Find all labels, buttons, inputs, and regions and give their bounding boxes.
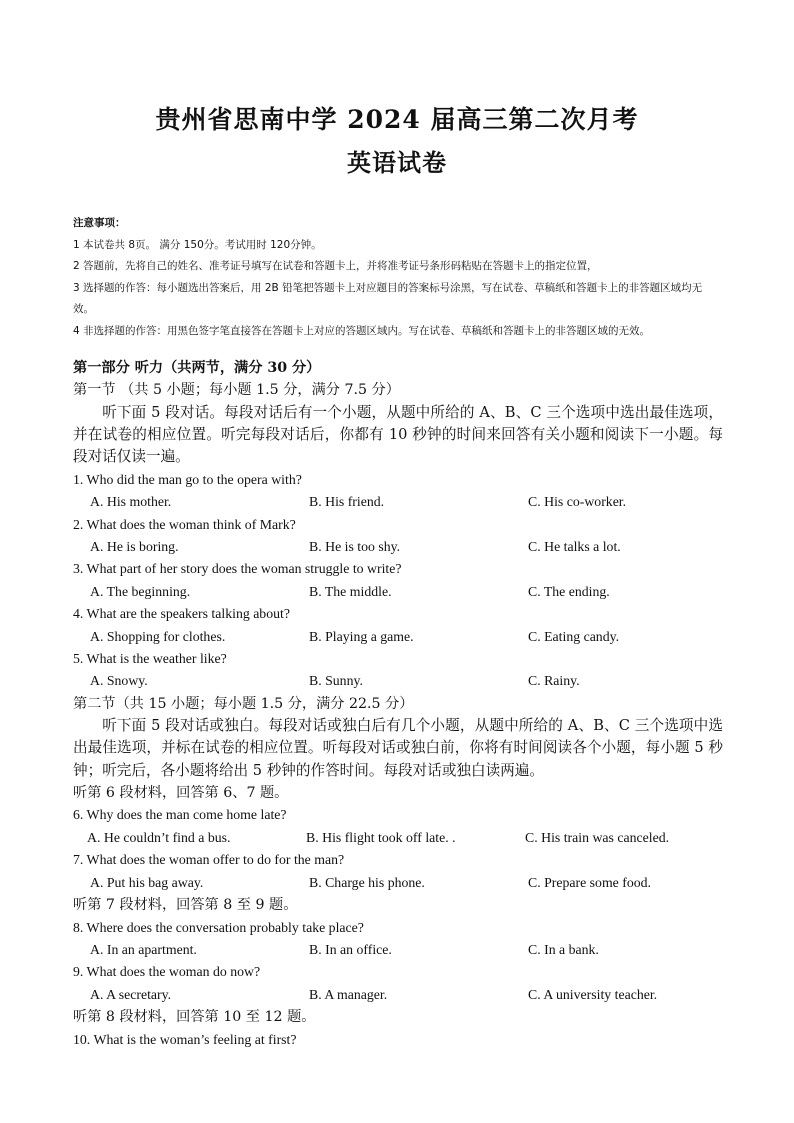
option-b: B. He is too shy. (309, 538, 401, 554)
section1-instruction: 听下面 5 段对话。每段对话后有一个小题，从题中所给的 A、B、C 三个选项中选出最佳选项，并在试卷的相应位置。听完每段对话后，你都有 10 秒钟的时间来回答有关小题和阅读下一小题。每段对话仅读一遍。 (73, 403, 723, 466)
options-1 (73, 491, 723, 513)
section1-heading: 第一节 （共 5 小题；每小题 1.5 分，满分 7.5 分） (73, 382, 400, 399)
question-9: 9. What does the woman do now? (73, 964, 261, 980)
option-a: A. He is boring. (90, 538, 179, 554)
notes-block (73, 213, 723, 342)
option-b: B. In an office. (309, 941, 392, 957)
option-c: C. Rainy. (528, 673, 580, 689)
note-item: 3 选择题的作答：每小题选出答案后，用 2B 铅笔把答题卡上对应题目的答案标号涂黑，写在试卷、草稿纸和答题卡上的非答题区域均无效。 (73, 281, 703, 315)
question-1: 1. Who did the man go to the opera with? (73, 471, 302, 487)
note-item: 1 本试卷共 8页。 满分 150分。考试用时 120分钟。 (73, 238, 322, 251)
section2-heading: 第二节（共 15 小题；每小题 1.5 分，满分 22.5 分） (73, 695, 414, 712)
part1-heading: 第一部分 听力（共两节，满分 30 分） (73, 360, 321, 376)
option-c: C. In a bank. (528, 941, 599, 957)
question-3: 3. What part of her story does the woman struggle to write? (73, 561, 402, 577)
option-a: A. In an apartment. (90, 941, 197, 957)
option-b: B. A manager. (309, 986, 388, 1002)
question-10: 10. What is the woman’s feeling at first? (73, 1031, 297, 1047)
option-b: B. His friend. (309, 494, 385, 510)
option-b: B. Sunny. (309, 673, 363, 689)
section2-instruction: 听下面 5 段对话或独白。每段对话或独白后有几个小题，从题中所给的 A、B、C 三个选项中选出最佳选项，并标在试卷的相应位置。听每段对话或独白前，你将有时间阅读各个小题，每小题 5 秒钟；听完后，各小题将给出 5 秒钟的作答时间。每段对话或独白读两遍。 (73, 717, 723, 779)
material-8-heading: 听第 8 段材料，回答第 10 至 12 题。 (73, 1009, 316, 1026)
question-6: 6. Why does the man come home late? (73, 807, 287, 823)
options-2 (73, 536, 723, 558)
options-9 (73, 984, 723, 1006)
option-a: A. Put his bag away. (90, 874, 204, 890)
material-7-heading: 听第 7 段材料，回答第 8 至 9 题。 (73, 897, 298, 914)
notes-heading: 注意事项： (73, 217, 126, 229)
exam-body (73, 357, 723, 1051)
options-6 (73, 827, 723, 849)
options-3 (73, 581, 723, 603)
option-c: C. The ending. (528, 583, 610, 599)
question-2: 2. What does the woman think of Mark? (73, 516, 296, 532)
question-5: 5. What is the weather like? (73, 650, 227, 666)
option-c: C. A university teacher. (528, 986, 658, 1002)
question-4: 4. What are the speakers talking about? (73, 606, 290, 622)
question-8: 8. Where does the conversation probably take place? (73, 919, 364, 935)
option-c: C. His co-worker. (528, 494, 627, 510)
option-a: A. His mother. (90, 494, 172, 510)
options-4 (73, 626, 723, 648)
options-5 (73, 670, 723, 692)
options-7 (73, 872, 723, 894)
option-a: A. A secretary. (90, 986, 172, 1002)
option-a: A. Shopping for clothes. (90, 628, 226, 644)
option-a: A. Snowy. (90, 673, 148, 689)
option-b: B. Charge his phone. (309, 874, 425, 890)
note-item: 4 非选择题的作答：用黑色签字笔直接答在答题卡上对应的答题区域内。写在试卷、草稿纸和答题卡上的非答题区域的无效。 (73, 324, 651, 337)
option-c: C. He talks a lot. (528, 538, 621, 554)
option-b: B. His flight took off late. . (306, 829, 456, 845)
option-c: C. His train was canceled. (525, 829, 670, 845)
option-a: A. He couldn’t find a bus. (87, 829, 231, 845)
exam-title: 贵州省思南中学 2024 届高三第二次月考 (155, 105, 639, 134)
option-c: C. Eating candy. (528, 628, 620, 644)
material-6-heading: 听第 6 段材料，回答第 6、7 题。 (73, 785, 289, 802)
option-b: B. Playing a game. (309, 628, 414, 644)
option-a: A. The beginning. (90, 583, 191, 599)
option-c: C. Prepare some food. (528, 874, 651, 890)
question-7: 7. What does the woman offer to do for the man? (73, 852, 345, 868)
note-item: 2 答题前，先将自己的姓名、准考证号填写在试卷和答题卡上，并将准考证号条形码粘贴在答题卡上的指定位置， (73, 260, 598, 272)
exam-subtitle: 英语试卷 (347, 148, 447, 177)
options-8 (73, 939, 723, 961)
option-b: B. The middle. (309, 583, 392, 599)
